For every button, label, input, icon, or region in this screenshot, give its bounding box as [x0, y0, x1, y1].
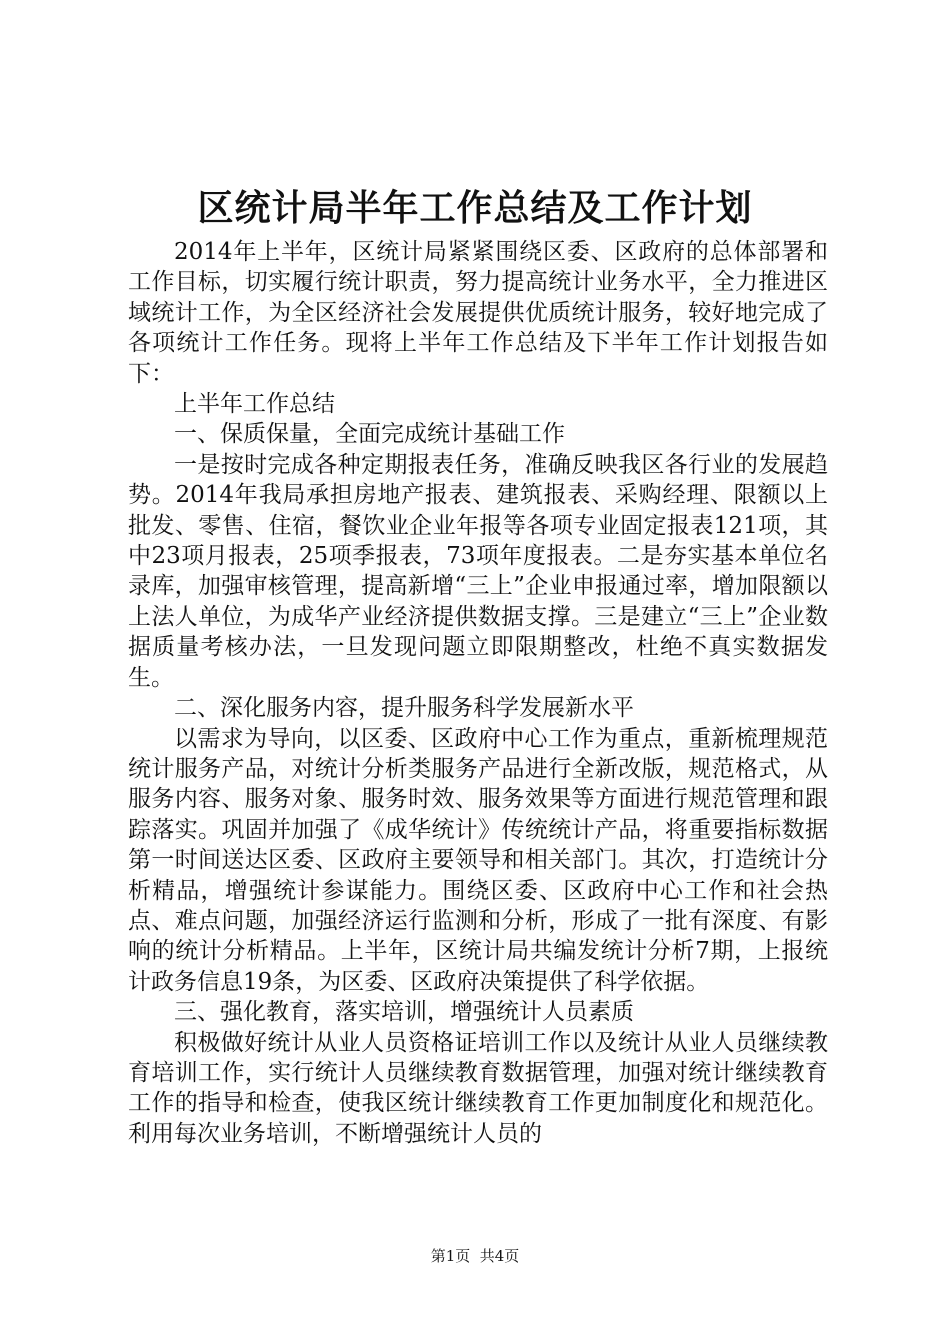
page-footer	[0, 1246, 950, 1266]
body-paragraph-3: 积极做好统计从业人员资格证培训工作以及统计从业人员继续教育培训工作，实行统计人员继续教育数据管理，加强对统计继续教育工作的指导和检查，使我区统计继续教育工作更加制度化和规范化。利用每次业务培训，不断增强统计人员的	[128, 1029, 828, 1147]
section-heading-2: 二、深化服务内容，提升服务科学发展新水平	[174, 695, 634, 722]
body-paragraph-1: 一是按时完成各种定期报表任务，准确反映我区各行业的发展趋势。2014年我局承担房地产报表、建筑报表、采购经理、限额以上批发、零售、住宿，餐饮业企业年报等各项专业固定报表121项，其中23项月报表，25项季报表，73项年度报表。二是夯实基本单位名录库，加强审核管理，提高新增“三上”企业申报通过率，增加限额以上法人单位，为成华产业经济提供数据支撑。三是建立“三上”企业数据质量考核办法，一旦发现问题立即限期整改，杜绝不真实数据发生。	[128, 451, 828, 691]
document-title: 区统计局半年工作总结及工作计划	[197, 187, 753, 229]
page-number: 第1页 共4页	[430, 1247, 520, 1265]
section-heading-summary: 上半年工作总结	[174, 391, 335, 418]
intro-paragraph: 2014年上半年，区统计局紧紧围绕区委、区政府的总体部署和工作目标，切实履行统计职责，努力提高统计业务水平，全力推进区域统计工作，为全区经济社会发展提供优质统计服务，较好地完成了各项统计工作任务。现将上半年工作总结及下半年工作计划报告如下：	[128, 239, 828, 387]
body-paragraph-2: 以需求为导向，以区委、区政府中心工作为重点，重新梳理规范统计服务产品，对统计分析类服务产品进行全新改版，规范格式，从服务内容、服务对象、服务时效、服务效果等方面进行规范管理和跟踪落实。巩固并加强了《成华统计》传统统计产品，将重要指标数据第一时间送达区委、区政府主要领导和相关部门。其次，打造统计分析精品，增强统计参谋能力。围绕区委、区政府中心工作和社会热点、难点问题，加强经济运行监测和分析，形成了一批有深度、有影响的统计分析精品。上半年，区统计局共编发统计分析7期，上报统计政务信息19条，为区委、区政府决策提供了科学依据。	[128, 725, 828, 995]
section-heading-3: 三、强化教育，落实培训，增强统计人员素质	[174, 999, 634, 1026]
section-heading-1: 一、保质保量，全面完成统计基础工作	[174, 421, 565, 448]
document-body	[128, 237, 828, 1149]
